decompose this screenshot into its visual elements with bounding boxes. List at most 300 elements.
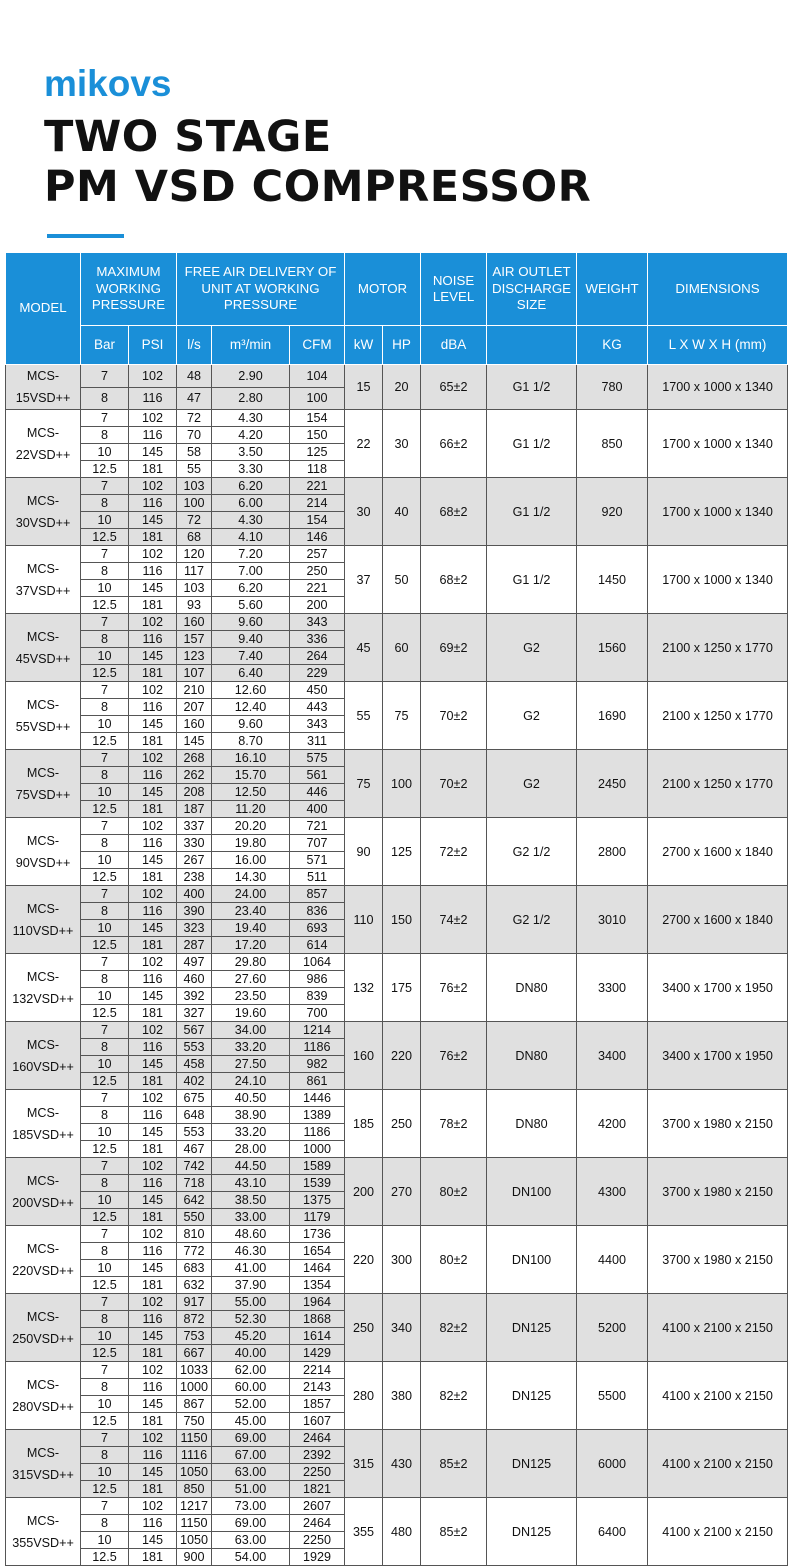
cell-psi: 145	[129, 1532, 177, 1549]
cell-noise: 80±2	[421, 1158, 487, 1226]
cell-kw: 75	[345, 750, 383, 818]
cell-ls: 70	[177, 427, 212, 444]
cell-psi: 102	[129, 1226, 177, 1243]
cell-ls: 917	[177, 1294, 212, 1311]
cell-psi: 181	[129, 1413, 177, 1430]
cell-cfm: 1868	[290, 1311, 345, 1328]
cell-ls: 632	[177, 1277, 212, 1294]
cell-psi: 102	[129, 365, 177, 388]
cell-dims: 4100 x 2100 x 2150	[648, 1294, 788, 1362]
unit-m3min: m³/min	[212, 326, 290, 365]
cell-m3min: 60.00	[212, 1379, 290, 1396]
model-cell: MCS- 250VSD++	[6, 1294, 81, 1362]
cell-cfm: 146	[290, 529, 345, 546]
cell-cfm: 986	[290, 971, 345, 988]
cell-cfm: 571	[290, 852, 345, 869]
cell-ls: 392	[177, 988, 212, 1005]
cell-cfm: 125	[290, 444, 345, 461]
cell-m3min: 24.00	[212, 886, 290, 903]
cell-bar: 7	[81, 365, 129, 388]
cell-psi: 181	[129, 1481, 177, 1498]
cell-dims: 3400 x 1700 x 1950	[648, 1022, 788, 1090]
cell-weight: 5200	[577, 1294, 648, 1362]
cell-hp: 125	[383, 818, 421, 886]
cell-bar: 7	[81, 750, 129, 767]
cell-kw: 30	[345, 478, 383, 546]
spec-table	[5, 252, 788, 1566]
cell-cfm: 2464	[290, 1430, 345, 1447]
cell-psi: 102	[129, 886, 177, 903]
cell-outlet: G1 1/2	[487, 546, 577, 614]
cell-kw: 250	[345, 1294, 383, 1362]
cell-bar: 10	[81, 1532, 129, 1549]
cell-bar: 8	[81, 427, 129, 444]
cell-cfm: 1186	[290, 1039, 345, 1056]
cell-ls: 58	[177, 444, 212, 461]
cell-dims: 2700 x 1600 x 1840	[648, 886, 788, 954]
cell-psi: 102	[129, 954, 177, 971]
cell-psi: 102	[129, 1090, 177, 1107]
cell-ls: 850	[177, 1481, 212, 1498]
cell-weight: 2800	[577, 818, 648, 886]
cell-kw: 15	[345, 365, 383, 410]
cell-ls: 872	[177, 1311, 212, 1328]
cell-cfm: 221	[290, 478, 345, 495]
cell-bar: 12.5	[81, 529, 129, 546]
cell-m3min: 24.10	[212, 1073, 290, 1090]
table-row	[6, 1226, 788, 1243]
cell-psi: 145	[129, 1192, 177, 1209]
cell-cfm: 154	[290, 410, 345, 427]
cell-ls: 667	[177, 1345, 212, 1362]
cell-bar: 12.5	[81, 1481, 129, 1498]
cell-m3min: 41.00	[212, 1260, 290, 1277]
cell-m3min: 17.20	[212, 937, 290, 954]
cell-bar: 10	[81, 1396, 129, 1413]
cell-m3min: 3.30	[212, 461, 290, 478]
cell-ls: 753	[177, 1328, 212, 1345]
cell-bar: 8	[81, 1379, 129, 1396]
cell-bar: 10	[81, 444, 129, 461]
cell-dims: 2100 x 1250 x 1770	[648, 614, 788, 682]
cell-m3min: 52.30	[212, 1311, 290, 1328]
cell-kw: 55	[345, 682, 383, 750]
cell-ls: 238	[177, 869, 212, 886]
cell-weight: 4200	[577, 1090, 648, 1158]
cell-ls: 330	[177, 835, 212, 852]
cell-bar: 8	[81, 1515, 129, 1532]
cell-m3min: 33.20	[212, 1039, 290, 1056]
cell-m3min: 9.60	[212, 716, 290, 733]
cell-outlet: G2 1/2	[487, 818, 577, 886]
cell-m3min: 40.00	[212, 1345, 290, 1362]
cell-bar: 12.5	[81, 1345, 129, 1362]
cell-kw: 110	[345, 886, 383, 954]
table-row	[6, 1294, 788, 1311]
cell-hp: 150	[383, 886, 421, 954]
cell-ls: 642	[177, 1192, 212, 1209]
cell-psi: 181	[129, 1141, 177, 1158]
model-cell: MCS- 90VSD++	[6, 818, 81, 886]
cell-m3min: 16.00	[212, 852, 290, 869]
cell-psi: 116	[129, 495, 177, 512]
cell-outlet: DN100	[487, 1158, 577, 1226]
cell-bar: 10	[81, 1260, 129, 1277]
cell-bar: 10	[81, 716, 129, 733]
table-row	[6, 682, 788, 699]
cell-cfm: 1464	[290, 1260, 345, 1277]
cell-cfm: 1821	[290, 1481, 345, 1498]
cell-noise: 78±2	[421, 1090, 487, 1158]
cell-ls: 262	[177, 767, 212, 784]
cell-psi: 181	[129, 937, 177, 954]
header-weight: WEIGHT	[577, 253, 648, 326]
cell-dims: 1700 x 1000 x 1340	[648, 365, 788, 410]
title-line-1: TWO STAGE	[44, 112, 332, 162]
cell-m3min: 45.20	[212, 1328, 290, 1345]
cell-bar: 10	[81, 648, 129, 665]
model-cell: MCS- 132VSD++	[6, 954, 81, 1022]
cell-ls: 117	[177, 563, 212, 580]
cell-noise: 82±2	[421, 1362, 487, 1430]
cell-noise: 66±2	[421, 410, 487, 478]
cell-m3min: 7.00	[212, 563, 290, 580]
table-row	[6, 954, 788, 971]
model-cell: MCS- 75VSD++	[6, 750, 81, 818]
cell-ls: 72	[177, 410, 212, 427]
cell-dims: 1700 x 1000 x 1340	[648, 546, 788, 614]
cell-bar: 7	[81, 682, 129, 699]
cell-psi: 145	[129, 1056, 177, 1073]
cell-m3min: 19.80	[212, 835, 290, 852]
cell-m3min: 54.00	[212, 1549, 290, 1566]
cell-m3min: 33.20	[212, 1124, 290, 1141]
cell-bar: 7	[81, 546, 129, 563]
cell-ls: 867	[177, 1396, 212, 1413]
table-row	[6, 1430, 788, 1447]
cell-m3min: 9.40	[212, 631, 290, 648]
cell-dims: 1700 x 1000 x 1340	[648, 410, 788, 478]
cell-m3min: 6.20	[212, 580, 290, 597]
cell-psi: 181	[129, 1005, 177, 1022]
cell-dims: 2100 x 1250 x 1770	[648, 682, 788, 750]
cell-m3min: 52.00	[212, 1396, 290, 1413]
cell-ls: 1000	[177, 1379, 212, 1396]
cell-outlet: G2	[487, 614, 577, 682]
cell-m3min: 8.70	[212, 733, 290, 750]
cell-outlet: DN80	[487, 1090, 577, 1158]
cell-bar: 7	[81, 954, 129, 971]
cell-cfm: 2607	[290, 1498, 345, 1515]
cell-cfm: 1607	[290, 1413, 345, 1430]
cell-ls: 267	[177, 852, 212, 869]
cell-bar: 12.5	[81, 1209, 129, 1226]
cell-ls: 742	[177, 1158, 212, 1175]
cell-outlet: DN80	[487, 954, 577, 1022]
cell-bar: 10	[81, 988, 129, 1005]
cell-bar: 8	[81, 495, 129, 512]
cell-m3min: 9.60	[212, 614, 290, 631]
model-cell: MCS- 355VSD++	[6, 1498, 81, 1566]
cell-psi: 102	[129, 750, 177, 767]
cell-ls: 337	[177, 818, 212, 835]
cell-psi: 145	[129, 648, 177, 665]
cell-bar: 8	[81, 971, 129, 988]
model-cell: MCS- 315VSD++	[6, 1430, 81, 1498]
cell-weight: 1690	[577, 682, 648, 750]
cell-bar: 10	[81, 852, 129, 869]
cell-m3min: 63.00	[212, 1532, 290, 1549]
table-row	[6, 478, 788, 495]
cell-bar: 7	[81, 410, 129, 427]
cell-psi: 145	[129, 1260, 177, 1277]
unit-cfm: CFM	[290, 326, 345, 365]
model-cell: MCS- 45VSD++	[6, 614, 81, 682]
cell-cfm: 2250	[290, 1464, 345, 1481]
page-title	[44, 112, 591, 212]
cell-bar: 10	[81, 1328, 129, 1345]
cell-bar: 12.5	[81, 1549, 129, 1566]
cell-ls: 675	[177, 1090, 212, 1107]
cell-bar: 12.5	[81, 869, 129, 886]
header-noise: NOISE LEVEL	[421, 253, 487, 326]
cell-outlet: G1 1/2	[487, 410, 577, 478]
cell-cfm: 1654	[290, 1243, 345, 1260]
cell-ls: 458	[177, 1056, 212, 1073]
header-max-pressure: MAXIMUM WORKING PRESSURE	[81, 253, 177, 326]
cell-cfm: 1375	[290, 1192, 345, 1209]
cell-psi: 116	[129, 767, 177, 784]
cell-cfm: 214	[290, 495, 345, 512]
cell-m3min: 45.00	[212, 1413, 290, 1430]
cell-psi: 145	[129, 512, 177, 529]
cell-ls: 553	[177, 1039, 212, 1056]
cell-bar: 8	[81, 903, 129, 920]
cell-ls: 402	[177, 1073, 212, 1090]
cell-m3min: 14.30	[212, 869, 290, 886]
cell-hp: 480	[383, 1498, 421, 1566]
cell-outlet: G2 1/2	[487, 886, 577, 954]
cell-weight: 850	[577, 410, 648, 478]
cell-noise: 69±2	[421, 614, 487, 682]
cell-m3min: 37.90	[212, 1277, 290, 1294]
cell-outlet: DN125	[487, 1294, 577, 1362]
cell-bar: 12.5	[81, 801, 129, 818]
cell-weight: 3300	[577, 954, 648, 1022]
cell-m3min: 2.90	[212, 365, 290, 388]
cell-m3min: 7.40	[212, 648, 290, 665]
cell-ls: 287	[177, 937, 212, 954]
cell-psi: 116	[129, 1175, 177, 1192]
cell-ls: 103	[177, 478, 212, 495]
cell-ls: 772	[177, 1243, 212, 1260]
cell-psi: 181	[129, 1277, 177, 1294]
brand-logo	[44, 62, 172, 106]
cell-cfm: 861	[290, 1073, 345, 1090]
model-cell: MCS- 200VSD++	[6, 1158, 81, 1226]
cell-psi: 181	[129, 1549, 177, 1566]
cell-hp: 100	[383, 750, 421, 818]
table-row	[6, 614, 788, 631]
table-row	[6, 410, 788, 427]
cell-bar: 7	[81, 1226, 129, 1243]
cell-m3min: 38.90	[212, 1107, 290, 1124]
cell-cfm: 154	[290, 512, 345, 529]
cell-outlet: G1 1/2	[487, 478, 577, 546]
cell-cfm: 200	[290, 597, 345, 614]
cell-cfm: 1389	[290, 1107, 345, 1124]
cell-m3min: 4.20	[212, 427, 290, 444]
cell-kw: 185	[345, 1090, 383, 1158]
model-cell: MCS- 37VSD++	[6, 546, 81, 614]
model-cell: MCS- 160VSD++	[6, 1022, 81, 1090]
cell-bar: 7	[81, 614, 129, 631]
cell-psi: 116	[129, 1447, 177, 1464]
cell-m3min: 63.00	[212, 1464, 290, 1481]
cell-ls: 497	[177, 954, 212, 971]
cell-dims: 2100 x 1250 x 1770	[648, 750, 788, 818]
cell-hp: 50	[383, 546, 421, 614]
cell-ls: 1050	[177, 1532, 212, 1549]
cell-psi: 116	[129, 699, 177, 716]
cell-cfm: 1736	[290, 1226, 345, 1243]
cell-cfm: 2392	[290, 1447, 345, 1464]
cell-psi: 116	[129, 387, 177, 410]
title-line-2: PM VSD COMPRESSOR	[44, 162, 592, 212]
cell-ls: 567	[177, 1022, 212, 1039]
cell-ls: 400	[177, 886, 212, 903]
cell-cfm: 707	[290, 835, 345, 852]
cell-psi: 102	[129, 478, 177, 495]
cell-m3min: 40.50	[212, 1090, 290, 1107]
cell-cfm: 229	[290, 665, 345, 682]
cell-cfm: 1614	[290, 1328, 345, 1345]
unit-kg: KG	[577, 326, 648, 365]
cell-ls: 47	[177, 387, 212, 410]
cell-cfm: 700	[290, 1005, 345, 1022]
cell-bar: 7	[81, 1430, 129, 1447]
cell-ls: 1150	[177, 1515, 212, 1532]
unit-psi: PSI	[129, 326, 177, 365]
cell-hp: 380	[383, 1362, 421, 1430]
cell-cfm: 1857	[290, 1396, 345, 1413]
model-cell: MCS- 185VSD++	[6, 1090, 81, 1158]
cell-noise: 70±2	[421, 682, 487, 750]
cell-m3min: 44.50	[212, 1158, 290, 1175]
cell-m3min: 51.00	[212, 1481, 290, 1498]
cell-psi: 145	[129, 1396, 177, 1413]
cell-weight: 920	[577, 478, 648, 546]
cell-psi: 181	[129, 1345, 177, 1362]
brand-logo-text: mikovs	[44, 63, 172, 104]
table-row	[6, 365, 788, 388]
cell-bar: 8	[81, 767, 129, 784]
cell-hp: 340	[383, 1294, 421, 1362]
cell-kw: 220	[345, 1226, 383, 1294]
cell-kw: 160	[345, 1022, 383, 1090]
cell-psi: 145	[129, 920, 177, 937]
cell-m3min: 6.20	[212, 478, 290, 495]
cell-m3min: 69.00	[212, 1515, 290, 1532]
cell-dims: 4100 x 2100 x 2150	[648, 1498, 788, 1566]
cell-ls: 467	[177, 1141, 212, 1158]
cell-bar: 8	[81, 563, 129, 580]
title-underline	[47, 234, 124, 238]
unit-outlet	[487, 326, 577, 365]
cell-psi: 145	[129, 784, 177, 801]
cell-dims: 1700 x 1000 x 1340	[648, 478, 788, 546]
cell-cfm: 1214	[290, 1022, 345, 1039]
cell-cfm: 343	[290, 716, 345, 733]
cell-psi: 145	[129, 1328, 177, 1345]
cell-ls: 157	[177, 631, 212, 648]
cell-hp: 30	[383, 410, 421, 478]
cell-weight: 6000	[577, 1430, 648, 1498]
header-fad: FREE AIR DELIVERY OF UNIT AT WORKING PRESSURE	[177, 253, 345, 326]
table-row	[6, 1498, 788, 1515]
cell-weight: 5500	[577, 1362, 648, 1430]
cell-ls: 810	[177, 1226, 212, 1243]
cell-ls: 145	[177, 733, 212, 750]
cell-m3min: 48.60	[212, 1226, 290, 1243]
model-cell: MCS- 220VSD++	[6, 1226, 81, 1294]
cell-cfm: 250	[290, 563, 345, 580]
cell-weight: 4400	[577, 1226, 648, 1294]
cell-noise: 65±2	[421, 365, 487, 410]
cell-bar: 8	[81, 1175, 129, 1192]
cell-outlet: DN125	[487, 1430, 577, 1498]
cell-m3min: 6.40	[212, 665, 290, 682]
cell-hp: 20	[383, 365, 421, 410]
model-cell: MCS- 110VSD++	[6, 886, 81, 954]
cell-ls: 750	[177, 1413, 212, 1430]
cell-noise: 82±2	[421, 1294, 487, 1362]
cell-hp: 250	[383, 1090, 421, 1158]
cell-cfm: 1064	[290, 954, 345, 971]
cell-ls: 648	[177, 1107, 212, 1124]
cell-kw: 355	[345, 1498, 383, 1566]
cell-ls: 1217	[177, 1498, 212, 1515]
cell-bar: 8	[81, 835, 129, 852]
cell-hp: 430	[383, 1430, 421, 1498]
cell-weight: 6400	[577, 1498, 648, 1566]
cell-ls: 55	[177, 461, 212, 478]
cell-cfm: 1539	[290, 1175, 345, 1192]
cell-ls: 68	[177, 529, 212, 546]
cell-bar: 12.5	[81, 665, 129, 682]
table-row	[6, 818, 788, 835]
cell-cfm: 446	[290, 784, 345, 801]
cell-outlet: G2	[487, 682, 577, 750]
cell-psi: 102	[129, 818, 177, 835]
cell-kw: 90	[345, 818, 383, 886]
cell-bar: 8	[81, 1107, 129, 1124]
cell-hp: 75	[383, 682, 421, 750]
cell-weight: 1560	[577, 614, 648, 682]
cell-ls: 900	[177, 1549, 212, 1566]
cell-m3min: 69.00	[212, 1430, 290, 1447]
cell-ls: 123	[177, 648, 212, 665]
cell-psi: 116	[129, 903, 177, 920]
cell-bar: 12.5	[81, 1413, 129, 1430]
cell-m3min: 67.00	[212, 1447, 290, 1464]
cell-cfm: 1186	[290, 1124, 345, 1141]
cell-bar: 7	[81, 1022, 129, 1039]
cell-m3min: 46.30	[212, 1243, 290, 1260]
cell-cfm: 2214	[290, 1362, 345, 1379]
cell-bar: 12.5	[81, 1277, 129, 1294]
cell-m3min: 16.10	[212, 750, 290, 767]
